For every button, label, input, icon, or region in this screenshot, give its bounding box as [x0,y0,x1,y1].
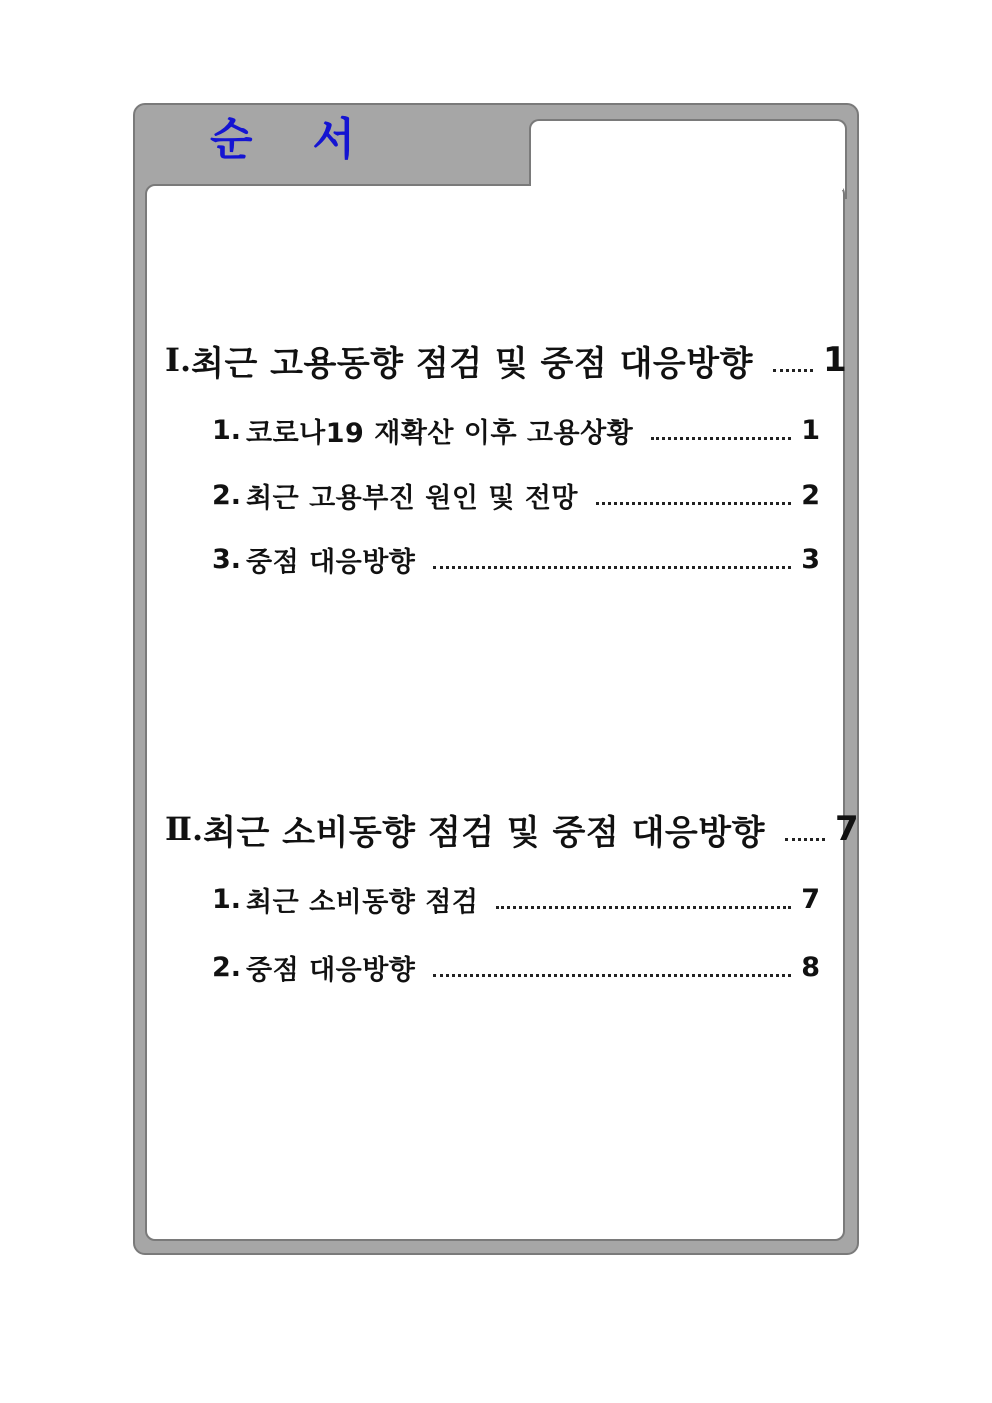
item-label: 최근 소비동향 점검 [246,886,479,918]
section-number: Ⅰ. [165,341,192,379]
toc-item-1-2[interactable] [212,476,820,514]
dot-leader [496,906,791,909]
title-char-2: 서 [312,114,358,165]
toc-section-2[interactable] [165,807,859,853]
page-number: 7 [834,809,859,849]
title-char-1: 순 [210,114,255,165]
toc-item-2-1[interactable] [212,880,820,918]
item-label: 코로나19 재확산 이후 고용상황 [246,417,634,449]
page-number: 3 [801,543,820,575]
toc-item-1-1[interactable] [212,411,820,449]
toc-item-1-3[interactable] [212,540,820,578]
page-title [210,114,358,165]
item-number: 1. [212,414,242,446]
section-label: 최근 고용동향 점검 및 중점 대응방향 [191,343,753,384]
dot-leader [433,566,791,569]
item-number: 2. [212,951,242,983]
page-number: 1 [801,414,820,446]
item-number: 2. [212,479,242,511]
page-number: 7 [801,883,820,915]
item-label: 중점 대응방향 [246,546,416,578]
page-number: 2 [801,479,820,511]
dot-leader [596,502,791,505]
item-label: 중점 대응방향 [246,954,416,986]
panel-joint [531,180,843,190]
page-number: 1 [822,340,847,380]
page-number: 8 [801,951,820,983]
dot-leader [773,369,813,372]
item-number: 3. [212,543,242,575]
dot-leader [785,838,825,841]
dot-leader [651,437,791,440]
toc-item-2-2[interactable] [212,948,820,986]
section-number: Ⅱ. [165,810,204,848]
item-number: 1. [212,883,242,915]
dot-leader [433,974,791,977]
toc-section-1[interactable] [165,338,847,384]
section-label: 최근 소비동향 점검 및 중점 대응방향 [203,812,765,853]
item-label: 최근 고용부진 원인 및 전망 [246,482,579,514]
